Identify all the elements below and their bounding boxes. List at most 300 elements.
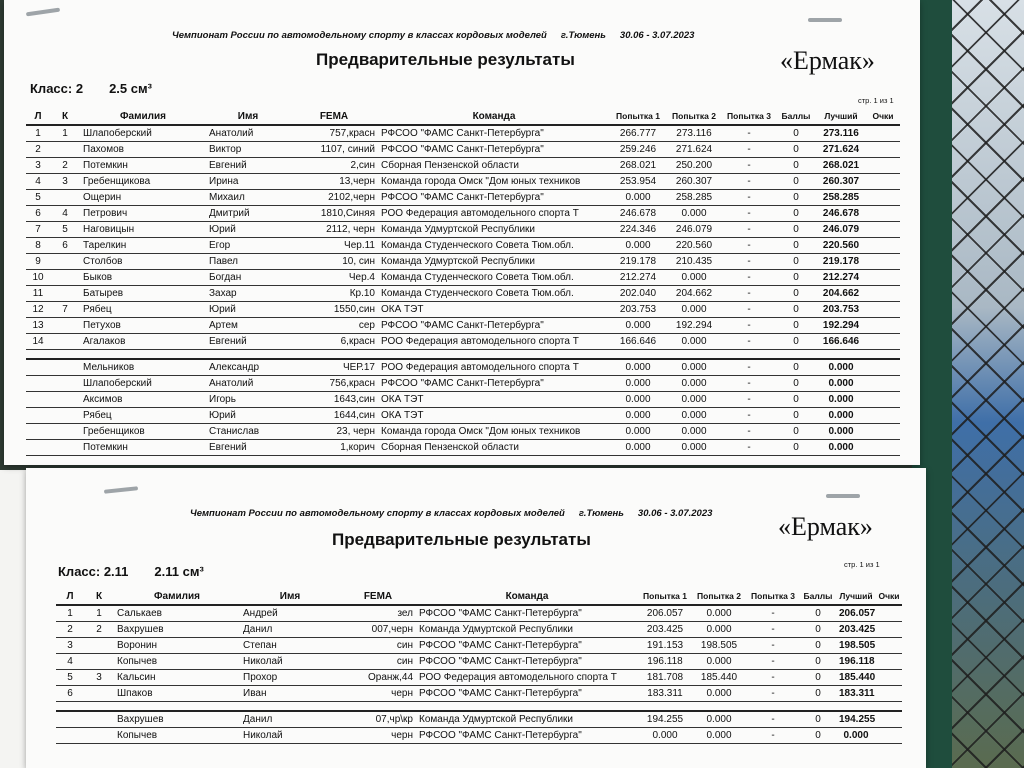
fema-cell: 757,красн [290, 125, 378, 142]
attempt2-cell: 0.000 [666, 359, 722, 376]
name-cell: Степан [240, 638, 340, 654]
class-label: Класс: 2 [30, 81, 84, 96]
surname-cell: Вахрушев [114, 622, 240, 638]
column-header: Попытка 3 [722, 108, 776, 125]
fema-cell: сер [290, 318, 378, 334]
name-cell: Юрий [206, 222, 290, 238]
surname-cell: Быков [80, 270, 206, 286]
table-row [26, 174, 900, 190]
best-cell: 198.505 [836, 638, 876, 654]
name-cell: Павел [206, 254, 290, 270]
class-rank-cell: 6 [50, 238, 80, 254]
class-rank-cell [84, 654, 114, 670]
score-cell [866, 142, 900, 158]
name-cell: Данил [240, 622, 340, 638]
name-cell: Иван [240, 686, 340, 702]
competition-header [190, 508, 712, 519]
surname-cell: Тарелкин [80, 238, 206, 254]
rank-cell: 9 [26, 254, 50, 270]
team-cell: РОО Федерация автомодельного спорта Т [378, 359, 610, 376]
fema-cell: 1,корич [290, 440, 378, 456]
column-header: Лучший [816, 108, 866, 125]
points-cell: 0 [800, 654, 836, 670]
rank-cell: 6 [56, 686, 84, 702]
fema-cell: зел [340, 605, 416, 622]
competition-header [172, 30, 694, 41]
column-header: Фамилия [80, 108, 206, 125]
attempt1-cell: 0.000 [610, 440, 666, 456]
attempt3-cell: - [722, 286, 776, 302]
best-cell: 204.662 [816, 286, 866, 302]
attempt2-cell: 0.000 [692, 622, 746, 638]
name-cell: Евгений [206, 158, 290, 174]
table-row [26, 190, 900, 206]
column-header: Попытка 3 [746, 588, 800, 605]
rank-cell: 4 [26, 174, 50, 190]
rank-cell: 10 [26, 270, 50, 286]
attempt2-cell: 0.000 [666, 334, 722, 350]
best-cell: 203.753 [816, 302, 866, 318]
score-cell [876, 670, 902, 686]
best-cell: 194.255 [836, 711, 876, 728]
best-cell: 206.057 [836, 605, 876, 622]
best-cell: 260.307 [816, 174, 866, 190]
fema-cell: 23, черн [290, 424, 378, 440]
name-cell: Михаил [206, 190, 290, 206]
points-cell: 0 [776, 286, 816, 302]
fema-cell: 2,син [290, 158, 378, 174]
team-cell: РФСОО "ФАМС Санкт-Петербурга" [416, 728, 638, 744]
column-header: К [50, 108, 80, 125]
attempt1-cell: 266.777 [610, 125, 666, 142]
class-rank-cell [50, 408, 80, 424]
team-cell: Команда Студенческого Совета Тюм.обл. [378, 270, 610, 286]
attempt3-cell: - [722, 206, 776, 222]
class-rank-cell [50, 376, 80, 392]
name-cell: Юрий [206, 302, 290, 318]
team-cell: РФСОО "ФАМС Санкт-Петербурга" [378, 318, 610, 334]
score-cell [866, 286, 900, 302]
points-cell: 0 [800, 605, 836, 622]
class-rank-cell: 3 [50, 174, 80, 190]
rank-cell [56, 711, 84, 728]
name-cell: Александр [206, 359, 290, 376]
class-rank-cell: 2 [84, 622, 114, 638]
score-cell [876, 686, 902, 702]
surname-cell: Петухов [80, 318, 206, 334]
score-cell [866, 270, 900, 286]
attempt3-cell: - [746, 622, 800, 638]
team-cell: РФСОО "ФАМС Санкт-Петербурга" [378, 190, 610, 206]
surname-cell: Копычев [114, 728, 240, 744]
points-cell: 0 [776, 254, 816, 270]
best-cell: 183.311 [836, 686, 876, 702]
rank-cell [26, 440, 50, 456]
surname-cell: Аксимов [80, 392, 206, 408]
best-cell: 0.000 [816, 440, 866, 456]
score-cell [866, 318, 900, 334]
name-cell: Богдан [206, 270, 290, 286]
team-cell: Команда Студенческого Совета Тюм.обл. [378, 238, 610, 254]
staple [104, 486, 138, 494]
points-cell: 0 [776, 334, 816, 350]
attempt1-cell: 219.178 [610, 254, 666, 270]
rank-cell: 7 [26, 222, 50, 238]
surname-cell: Шлапоберский [80, 376, 206, 392]
surname-cell: Пахомов [80, 142, 206, 158]
class-rank-cell: 5 [50, 222, 80, 238]
column-header: Очки [876, 588, 902, 605]
surname-cell: Салькаев [114, 605, 240, 622]
class-rank-cell [50, 334, 80, 350]
column-header: Лучший [836, 588, 876, 605]
divider-line [56, 702, 902, 712]
class-rank-cell: 3 [84, 670, 114, 686]
attempt3-cell: - [746, 638, 800, 654]
surname-cell: Столбов [80, 254, 206, 270]
name-cell: Юрий [206, 408, 290, 424]
attempt2-cell: 220.560 [666, 238, 722, 254]
name-cell: Анатолий [206, 125, 290, 142]
best-cell: 0.000 [816, 408, 866, 424]
rank-cell: 11 [26, 286, 50, 302]
best-cell: 212.274 [816, 270, 866, 286]
table-row [26, 125, 900, 142]
attempt1-cell: 0.000 [610, 359, 666, 376]
best-cell: 196.118 [836, 654, 876, 670]
attempt3-cell: - [722, 238, 776, 254]
name-cell: Прохор [240, 670, 340, 686]
attempt2-cell: 271.624 [666, 142, 722, 158]
unranked-row [26, 440, 900, 456]
attempt1-cell: 166.646 [610, 334, 666, 350]
points-cell: 0 [800, 686, 836, 702]
points-cell: 0 [776, 408, 816, 424]
attempt3-cell: - [722, 158, 776, 174]
column-header: Очки [866, 108, 900, 125]
best-cell: 203.425 [836, 622, 876, 638]
team-cell: Команда города Омск "Дом юных техников [378, 174, 610, 190]
rank-cell: 2 [56, 622, 84, 638]
attempt2-cell: 204.662 [666, 286, 722, 302]
points-cell: 0 [776, 222, 816, 238]
attempt2-cell: 0.000 [666, 302, 722, 318]
surname-cell: Агалаков [80, 334, 206, 350]
score-cell [876, 622, 902, 638]
rank-cell: 1 [26, 125, 50, 142]
surname-cell: Кальсин [114, 670, 240, 686]
attempt3-cell: - [722, 174, 776, 190]
staple [808, 18, 842, 22]
name-cell: Николай [240, 728, 340, 744]
attempt3-cell: - [722, 408, 776, 424]
rank-cell [26, 376, 50, 392]
name-cell: Евгений [206, 334, 290, 350]
column-header: Л [26, 108, 50, 125]
rank-cell: 3 [26, 158, 50, 174]
brand-logo: «Ермак» [778, 512, 873, 541]
fema-cell: 1643,син [290, 392, 378, 408]
table-row [26, 238, 900, 254]
attempt1-cell: 0.000 [610, 424, 666, 440]
unranked-row [26, 392, 900, 408]
rank-cell: 6 [26, 206, 50, 222]
attempt3-cell: - [722, 222, 776, 238]
table-row [26, 318, 900, 334]
team-cell: РФСОО "ФАМС Санкт-Петербурга" [416, 605, 638, 622]
team-cell: РФСОО "ФАМС Санкт-Петербурга" [416, 686, 638, 702]
attempt1-cell: 0.000 [610, 408, 666, 424]
attempt3-cell: - [722, 190, 776, 206]
attempt1-cell: 0.000 [610, 392, 666, 408]
attempt3-cell: - [746, 670, 800, 686]
best-cell: 185.440 [836, 670, 876, 686]
attempt3-cell: - [746, 728, 800, 744]
surname-cell: Вахрушев [114, 711, 240, 728]
attempt3-cell: - [722, 440, 776, 456]
rank-cell: 4 [56, 654, 84, 670]
class-rank-cell [50, 392, 80, 408]
surname-cell: Рябец [80, 408, 206, 424]
attempt2-cell: 258.285 [666, 190, 722, 206]
column-header: К [84, 588, 114, 605]
section-divider [26, 350, 900, 360]
attempt1-cell: 206.057 [638, 605, 692, 622]
score-cell [876, 711, 902, 728]
score-cell [866, 376, 900, 392]
team-cell: Команда Студенческого Совета Тюм.обл. [378, 286, 610, 302]
score-cell [876, 638, 902, 654]
name-cell: Артем [206, 318, 290, 334]
points-cell: 0 [776, 158, 816, 174]
points-cell: 0 [776, 376, 816, 392]
score-cell [866, 440, 900, 456]
points-cell: 0 [776, 142, 816, 158]
points-cell: 0 [776, 238, 816, 254]
attempt3-cell: - [722, 359, 776, 376]
table-row [26, 286, 900, 302]
attempt3-cell: - [746, 711, 800, 728]
attempt1-cell: 0.000 [610, 238, 666, 254]
best-cell: 0.000 [836, 728, 876, 744]
class-rank-cell: 7 [50, 302, 80, 318]
attempt2-cell: 0.000 [692, 605, 746, 622]
class-label: Класс: 2.11 [58, 564, 129, 579]
attempt1-cell: 253.954 [610, 174, 666, 190]
name-cell: Захар [206, 286, 290, 302]
column-header: Попытка 1 [610, 108, 666, 125]
unranked-row [26, 359, 900, 376]
attempt3-cell: - [722, 254, 776, 270]
team-cell: РФСОО "ФАМС Санкт-Петербурга" [378, 125, 610, 142]
points-cell: 0 [800, 638, 836, 654]
team-cell: РФСОО "ФАМС Санкт-Петербурга" [378, 142, 610, 158]
table-row [56, 638, 902, 654]
attempt1-cell: 246.678 [610, 206, 666, 222]
chain-link-fence [948, 0, 1024, 768]
attempt1-cell: 0.000 [638, 728, 692, 744]
team-cell: РФСОО "ФАМС Санкт-Петербурга" [378, 376, 610, 392]
results-table [26, 108, 900, 456]
points-cell: 0 [776, 440, 816, 456]
table-row [56, 670, 902, 686]
class-rank-cell: 1 [50, 125, 80, 142]
column-header: Л [56, 588, 84, 605]
attempt2-cell: 0.000 [666, 376, 722, 392]
page-number: стр. 1 из 1 [858, 96, 894, 105]
divider-line [26, 350, 900, 360]
team-cell: Сборная Пензенской области [378, 158, 610, 174]
rank-cell [26, 408, 50, 424]
class-rank-cell [50, 142, 80, 158]
surname-cell: Воронин [114, 638, 240, 654]
points-cell: 0 [776, 424, 816, 440]
attempt3-cell: - [722, 302, 776, 318]
fema-cell: 2112, черн [290, 222, 378, 238]
name-cell: Виктор [206, 142, 290, 158]
attempt2-cell: 273.116 [666, 125, 722, 142]
attempt2-cell: 0.000 [666, 270, 722, 286]
column-header: Попытка 1 [638, 588, 692, 605]
attempt1-cell: 191.153 [638, 638, 692, 654]
unranked-row [56, 711, 902, 728]
class-rank-cell [50, 286, 80, 302]
class-rank-cell: 2 [50, 158, 80, 174]
points-cell: 0 [776, 302, 816, 318]
points-cell: 0 [800, 728, 836, 744]
team-cell: РФСОО "ФАМС Санкт-Петербурга" [416, 638, 638, 654]
attempt1-cell: 0.000 [610, 318, 666, 334]
unranked-row [26, 376, 900, 392]
surname-cell: Наговицын [80, 222, 206, 238]
competition-city: г.Тюмень [578, 508, 624, 519]
attempt1-cell: 212.274 [610, 270, 666, 286]
name-cell: Егор [206, 238, 290, 254]
team-cell: Команда Удмуртской Республики [378, 254, 610, 270]
surname-cell: Петрович [80, 206, 206, 222]
rank-cell [26, 392, 50, 408]
attempt3-cell: - [746, 654, 800, 670]
attempt1-cell: 202.040 [610, 286, 666, 302]
team-cell: РОО Федерация автомодельного спорта Т [416, 670, 638, 686]
table-header-row [56, 588, 902, 605]
rank-cell: 8 [26, 238, 50, 254]
rank-cell: 3 [56, 638, 84, 654]
points-cell: 0 [776, 318, 816, 334]
table-header-row [26, 108, 900, 125]
attempt1-cell: 224.346 [610, 222, 666, 238]
surname-cell: Шпаков [114, 686, 240, 702]
competition-name: Чемпионат России по автомодельному спорту в классах кордовых моделей [172, 30, 547, 41]
name-cell: Ирина [206, 174, 290, 190]
column-header: Баллы [776, 108, 816, 125]
fema-cell: черн [340, 686, 416, 702]
score-cell [866, 174, 900, 190]
attempt2-cell: 0.000 [666, 206, 722, 222]
score-cell [866, 254, 900, 270]
score-cell [866, 359, 900, 376]
table-row [26, 206, 900, 222]
surname-cell: Потемкин [80, 158, 206, 174]
points-cell: 0 [800, 670, 836, 686]
fema-cell: 13,черн [290, 174, 378, 190]
best-cell: 219.178 [816, 254, 866, 270]
class-volume: 2.5 см³ [109, 81, 152, 96]
surname-cell: Мельников [80, 359, 206, 376]
score-cell [866, 408, 900, 424]
fema-cell: 6,красн [290, 334, 378, 350]
fema-cell: 007,черн [340, 622, 416, 638]
attempt2-cell: 192.294 [666, 318, 722, 334]
points-cell: 0 [800, 622, 836, 638]
surname-cell: Гребенщикова [80, 174, 206, 190]
team-cell: РОО Федерация автомодельного спорта Т [378, 206, 610, 222]
rank-cell [26, 359, 50, 376]
best-cell: 246.678 [816, 206, 866, 222]
fema-cell: Кр.10 [290, 286, 378, 302]
points-cell: 0 [776, 125, 816, 142]
attempt1-cell: 196.118 [638, 654, 692, 670]
unranked-row [26, 424, 900, 440]
fema-cell: син [340, 654, 416, 670]
score-cell [866, 334, 900, 350]
rank-cell: 5 [26, 190, 50, 206]
attempt2-cell: 260.307 [666, 174, 722, 190]
results-sheet-class-2-11 [26, 468, 926, 768]
competition-dates: 30.06 - 3.07.2023 [637, 508, 713, 519]
name-cell: Анатолий [206, 376, 290, 392]
unranked-row [56, 728, 902, 744]
name-cell: Дмитрий [206, 206, 290, 222]
attempt3-cell: - [722, 334, 776, 350]
attempt3-cell: - [722, 318, 776, 334]
score-cell [876, 654, 902, 670]
attempt3-cell: - [722, 376, 776, 392]
points-cell: 0 [800, 711, 836, 728]
class-rank-cell [50, 254, 80, 270]
score-cell [866, 222, 900, 238]
rank-cell: 2 [26, 142, 50, 158]
column-header: Баллы [800, 588, 836, 605]
score-cell [876, 605, 902, 622]
best-cell: 166.646 [816, 334, 866, 350]
unranked-row [26, 408, 900, 424]
competition-dates: 30.06 - 3.07.2023 [619, 30, 695, 41]
team-cell: РОО Федерация автомодельного спорта Т [378, 334, 610, 350]
fema-cell: 2102,черн [290, 190, 378, 206]
attempt1-cell: 0.000 [610, 376, 666, 392]
best-cell: 258.285 [816, 190, 866, 206]
attempt2-cell: 0.000 [692, 711, 746, 728]
surname-cell: Копычев [114, 654, 240, 670]
column-header: Команда [416, 588, 638, 605]
score-cell [866, 206, 900, 222]
points-cell: 0 [776, 206, 816, 222]
team-cell: Сборная Пензенской области [378, 440, 610, 456]
results-table [56, 588, 902, 744]
table-row [56, 654, 902, 670]
attempt1-cell: 259.246 [610, 142, 666, 158]
best-cell: 192.294 [816, 318, 866, 334]
class-volume: 2.11 см³ [154, 564, 204, 579]
attempt2-cell: 0.000 [666, 440, 722, 456]
name-cell: Игорь [206, 392, 290, 408]
fema-cell: ЧЕР.17 [290, 359, 378, 376]
rank-cell: 13 [26, 318, 50, 334]
table-row [26, 302, 900, 318]
class-rank-cell [84, 686, 114, 702]
class-rank-cell [50, 359, 80, 376]
